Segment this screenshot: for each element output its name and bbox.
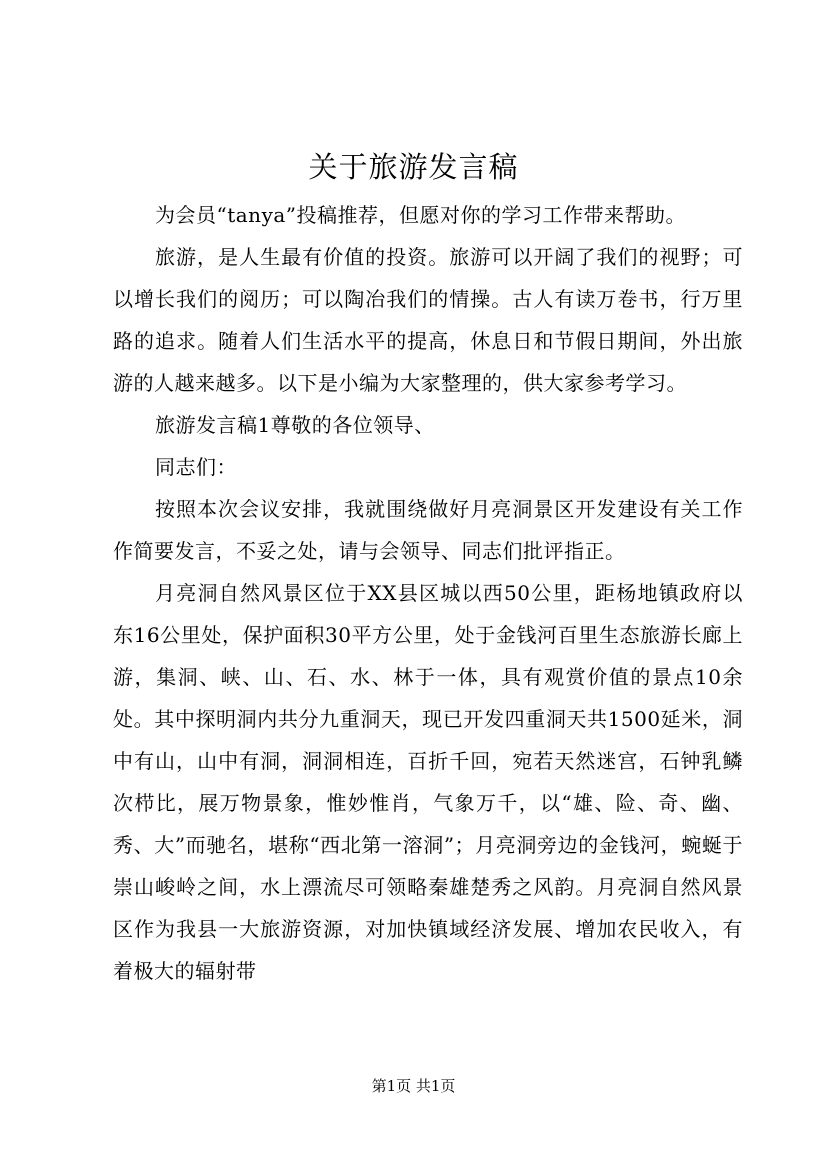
page-title: 关于旅游发言稿 xyxy=(308,150,519,184)
document-body xyxy=(113,194,743,992)
paragraph-meeting: 按照本次会议安排，我就围绕做好月亮洞景区开发建设有关工作作简要发言，不妥之处，请与会领导、同志们批评指正。 xyxy=(113,497,743,563)
page-footer: 第1页 共1页 xyxy=(371,1077,456,1095)
paragraph-intro: 旅游，是人生最有价值的投资。旅游可以开阔了我们的视野；可以增长我们的阅历；可以陶冶我们的情操。古人有读万卷书，行万里路的追求。随着人们生活水平的提高，休息日和节假日期间，外出旅游的人越来越多。以下是小编为大家整理的，供大家参考学习。 xyxy=(113,245,743,395)
paragraph-salutation: 旅游发言稿1尊敬的各位领导、 xyxy=(155,413,435,437)
paragraph-comrades: 同志们： xyxy=(155,455,237,479)
paragraph-recommendation: 为会员“tanya”投稿推荐，但愿对你的学习工作带来帮助。 xyxy=(155,203,687,227)
paragraph-scenic-area: 月亮洞自然风景区位于XX县区城以西50公里，距杨地镇政府以东16公里处，保护面积30平方公里，处于金钱河百里生态旅游长廊上游，集洞、峡、山、石、水、林于一体，具有观赏价值的景点10余处。其中探明洞内共分九重洞天，现已开发四重洞天共1500延米，洞中有山，山中有洞，洞洞相连，百折千回，宛若天然迷宫，石钟乳鳞次栉比，展万物景象，惟妙惟肖，气象万千，以“雄、险、奇、幽、秀、大”而驰名，堪称“西北第一溶洞”；月亮洞旁边的金钱河，蜿蜒于崇山峻岭之间，水上漂流尽可领略秦雄楚秀之风韵。月亮洞自然风景区作为我县一大旅游资源，对加快镇域经济发展、增加农民收入，有着极大的辐射带 xyxy=(113,581,743,983)
